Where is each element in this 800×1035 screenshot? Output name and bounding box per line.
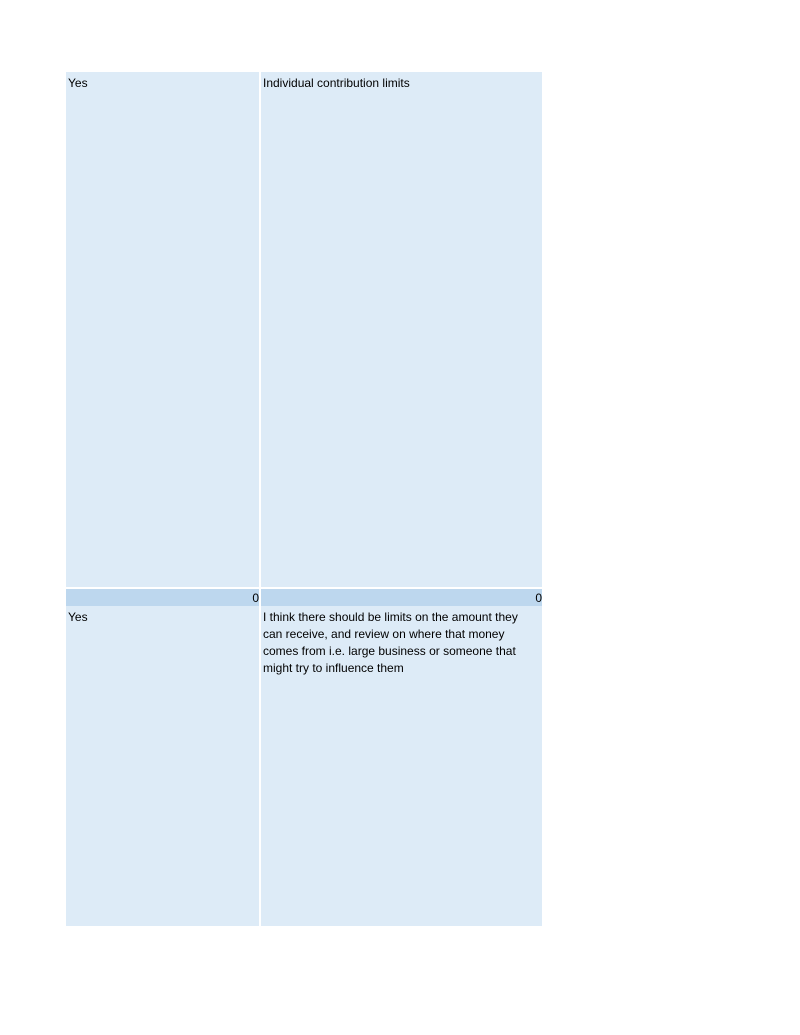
table-row — [66, 589, 542, 606]
cell-comment[interactable]: Individual contribution limits — [261, 72, 542, 587]
cell-comment[interactable]: I think there should be limits on the amount they can receive, and review on where that money comes from i.e. large business or someone that might try to influence them — [261, 606, 542, 926]
cell-answer[interactable]: Yes — [66, 72, 259, 587]
cell-number[interactable]: 0 — [261, 589, 542, 606]
cell-number[interactable]: 0 — [66, 589, 259, 606]
spreadsheet-range — [66, 72, 542, 926]
cell-answer[interactable]: Yes — [66, 606, 259, 926]
table-row — [66, 606, 542, 926]
table-row — [66, 72, 542, 587]
